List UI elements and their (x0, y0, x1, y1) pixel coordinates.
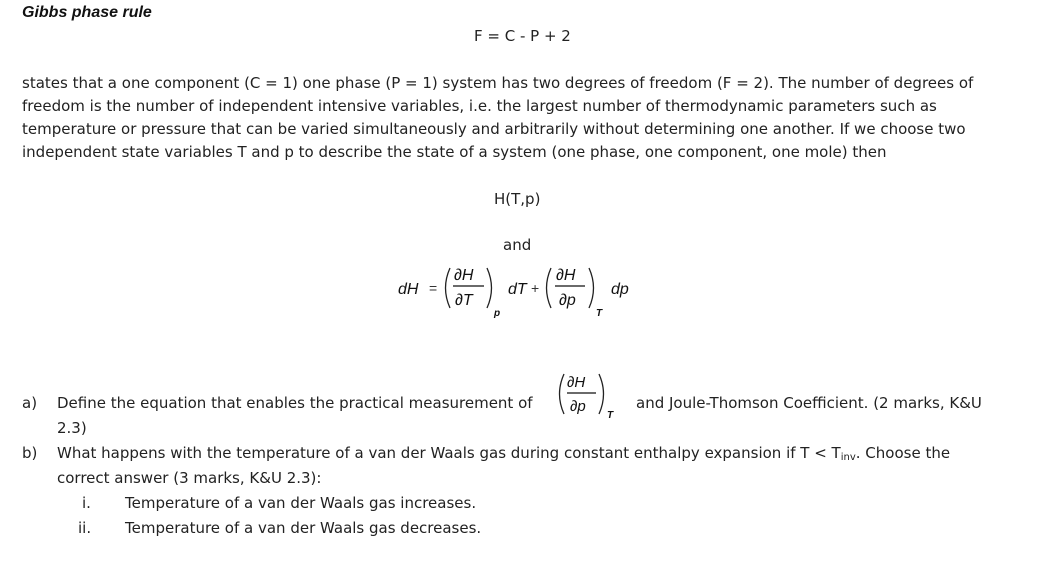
question-b-text-before: What happens with the temperature of a van der Waals gas during constant enthalpy expansion if T < T (57, 444, 841, 462)
term2-differential: dp (611, 281, 629, 298)
question-b-subscript: inv (840, 452, 856, 463)
term2-numerator: ∂H (556, 267, 576, 284)
question-b-marker: b) (22, 444, 38, 462)
right-paren (599, 374, 604, 414)
paragraph-line: temperature or pressure that can be varied simultaneously and arbitrarily without determining one another. If we choose two (22, 120, 966, 138)
question-b-text (57, 442, 950, 467)
section-heading: Gibbs phase rule (22, 4, 152, 21)
term1-subscript: p (494, 308, 501, 319)
term1-differential: dT (508, 281, 527, 298)
right-paren (589, 268, 594, 308)
paragraph-line: independent state variables T and p to describe the state of a system (one phase, one component, one mole) then (22, 143, 887, 161)
fraction-subscript: T (607, 410, 614, 421)
term1-denominator: ∂T (455, 292, 473, 309)
left-paren (446, 268, 451, 308)
intro-paragraph (22, 72, 1022, 164)
and-word: and (503, 236, 532, 254)
fraction-numerator: ∂H (567, 374, 586, 391)
dh-lhs: dH (398, 281, 419, 298)
partial-h-p-fraction (552, 370, 632, 424)
question-b-continuation: correct answer (3 marks, K&U 2.3): (57, 469, 322, 487)
option-marker: i. (82, 494, 91, 512)
question-b-text-after: . Choose the (855, 444, 951, 462)
plus-sign: + (531, 280, 540, 296)
question-a-text: Define the equation that enables the practical measurement of (57, 394, 533, 412)
left-paren (560, 374, 565, 414)
state-function: H(T,p) (494, 190, 541, 208)
option-marker: ii. (78, 519, 92, 537)
term1-numerator: ∂H (454, 267, 474, 284)
fraction-denominator: ∂p (570, 398, 586, 415)
term2-subscript: T (596, 308, 603, 319)
equals-sign: = (429, 280, 438, 296)
left-paren (547, 268, 552, 308)
option-text: Temperature of a van der Waals gas increases. (125, 494, 477, 512)
paragraph-line: states that a one component (C = 1) one phase (P = 1) system has two degrees of freedom (F = 2). The number of degrees of (22, 74, 974, 92)
right-paren (487, 268, 492, 308)
question-a-text-after: and Joule-Thomson Coefficient. (2 marks, K&U (636, 394, 982, 412)
paragraph-line: freedom is the number of independent intensive variables, i.e. the largest number of thermodynamic parameters such as (22, 97, 937, 115)
question-a-marker: a) (22, 394, 38, 412)
term2-denominator: ∂p (559, 292, 576, 309)
gibbs-rule-equation: F = C - P + 2 (474, 27, 571, 45)
enthalpy-differential-equation (390, 258, 650, 322)
question-a-continuation: 2.3) (57, 419, 87, 437)
option-text: Temperature of a van der Waals gas decreases. (125, 519, 482, 537)
